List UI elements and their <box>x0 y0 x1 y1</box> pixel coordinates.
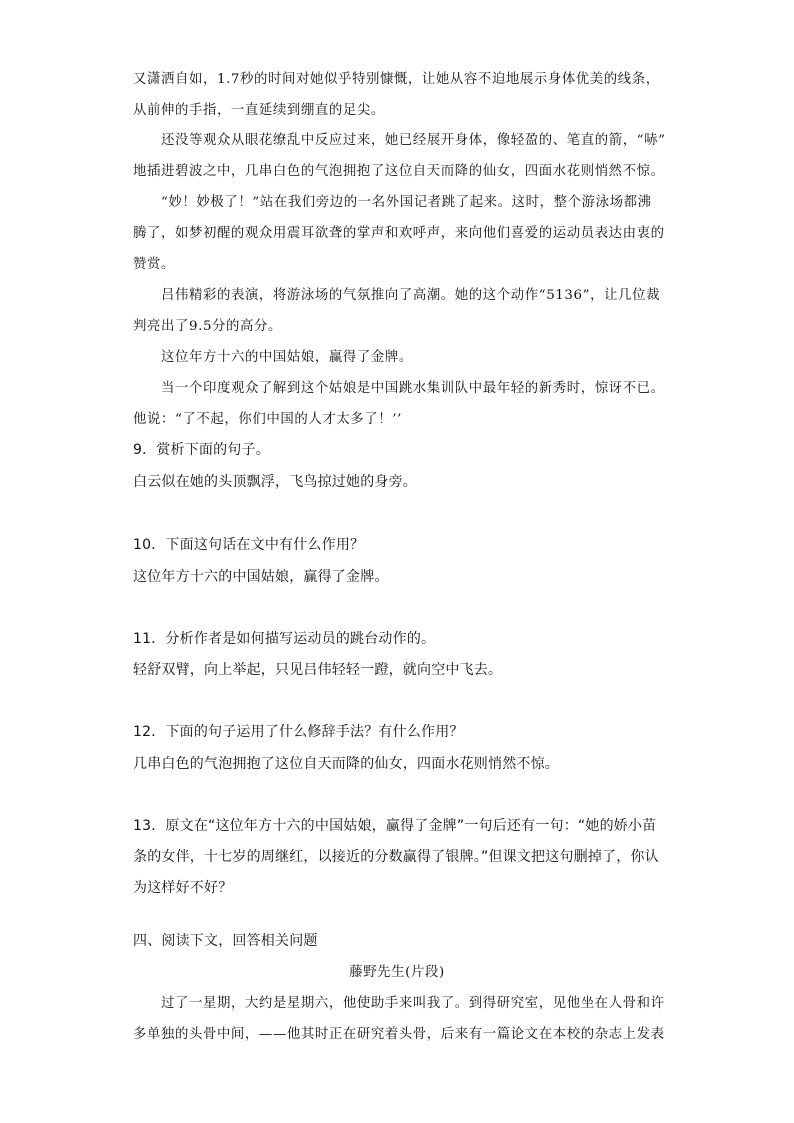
passage-title: 藤野先生(片段) <box>349 965 445 980</box>
story-line: 地插进碧波之中，几串白色的气泡拥抱了这位自天而降的仙女，四面水花则悄然不惊。 <box>133 164 665 179</box>
question-9-prompt: 9．赏析下面的句子。 <box>133 442 270 458</box>
question-13-line: 13．原文在“这位年方十六的中国姑娘，赢得了金牌”一句后还有一句：“她的娇小苗 <box>133 818 657 834</box>
story-line: 吕伟精彩的表演，将游泳场的气氛推向了高潮。她的这个动作“5136”，让几位裁 <box>161 288 661 303</box>
story-line: 又潇洒自如，1.7秒的时间对她似乎特别慷慨，让她从容不迫地展示身体优美的线条， <box>133 72 660 87</box>
story-line: 还没等观众从眼花缭乱中反应过来，她已经展开身体，像轻盈的、笔直的箭，“哧” <box>161 133 666 148</box>
story-line: “妙！妙极了！”站在我们旁边的一名外国记者跳了起来。这时，整个游泳场都沸 <box>161 195 652 210</box>
story-line: 判亮出了9.5分的高分。 <box>133 319 283 334</box>
story-line: 从前伸的手指，一直延续到绷直的足尖。 <box>133 103 385 118</box>
question-11-prompt: 11．分析作者是如何描写运动员的跳台动作的。 <box>133 631 436 647</box>
question-10-quote: 这位年方十六的中国姑娘，赢得了金牌。 <box>133 569 389 585</box>
passage-line: 多单独的头骨中间，——他其时正在研究着头骨，后来有一篇论文在本校的杂志上发表 <box>133 1027 665 1042</box>
question-10-prompt: 10．下面这句话在文中有什么作用？ <box>133 537 365 553</box>
question-9-quote: 白云似在她的头顶飘浮，飞鸟掠过她的身旁。 <box>133 474 417 490</box>
section-4-heading: 四、阅读下文，回答相关问题 <box>133 933 318 949</box>
passage-line: 过了一星期，大约是星期六，他使助手来叫我了。到得研究室，见他坐在人骨和许 <box>161 996 665 1011</box>
story-line: 赞赏。 <box>133 257 175 272</box>
question-11-quote: 轻舒双臂，向上举起，只见吕伟轻轻一蹬，就向空中飞去。 <box>133 662 503 678</box>
story-line: 他说：“了不起，你们中国的人才太多了！’’ <box>133 412 402 427</box>
story-line: 当一个印度观众了解到这个姑娘是中国跳水集训队中最年轻的新秀时，惊讶不已。 <box>161 381 665 396</box>
story-line: 这位年方十六的中国姑娘，赢得了金牌。 <box>161 350 413 365</box>
question-12-quote: 几串白色的气泡拥抱了这位自天而降的仙女，四面水花则悄然不惊。 <box>133 756 559 772</box>
question-12-prompt: 12．下面的句子运用了什么修辞手法？有什么作用？ <box>133 724 464 740</box>
story-line: 腾了，如梦初醒的观众用震耳欲聋的掌声和欢呼声，来向他们喜爱的运动员表达由衷的 <box>133 226 665 241</box>
question-13-line: 为这样好不好？ <box>133 880 233 896</box>
question-13-line: 条的女伴，十七岁的周继红，以接近的分数赢得了银牌。”但课文把这句删掉了，你认 <box>133 849 659 865</box>
